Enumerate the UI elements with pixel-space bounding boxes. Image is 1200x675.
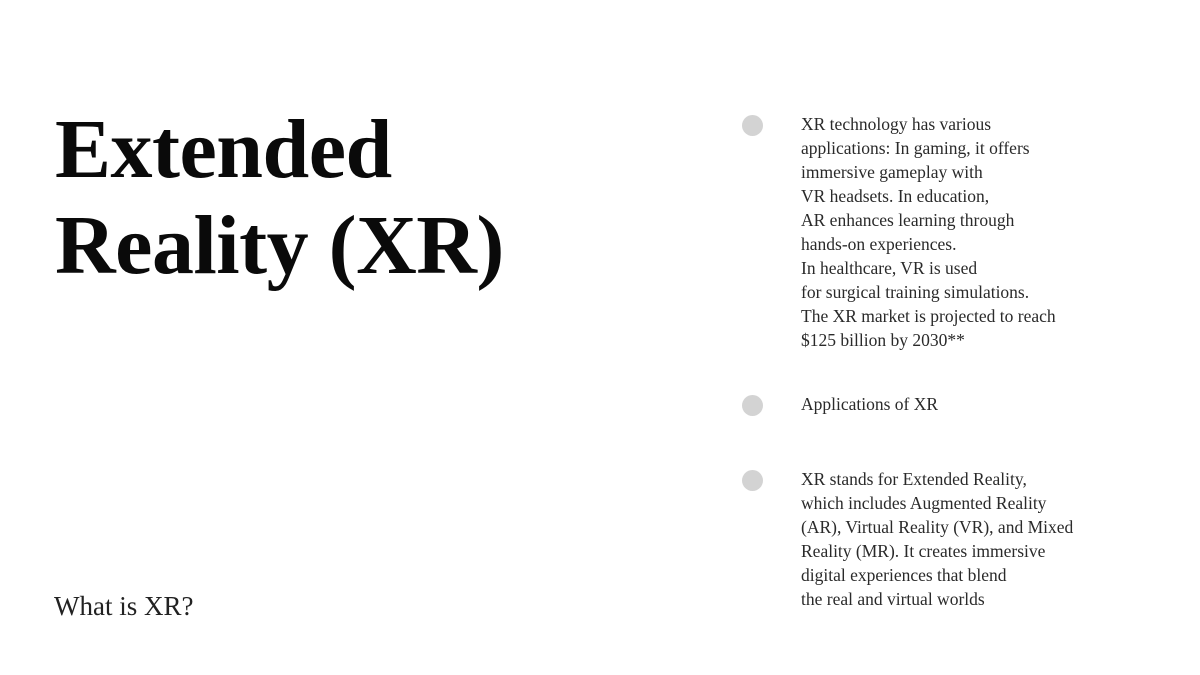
slide-title-line: Extended: [55, 103, 392, 196]
bullet-text-line: The XR market is projected to reach: [801, 306, 1056, 326]
bullet-text-line: Reality (MR). It creates immersive: [801, 541, 1046, 561]
bullet-text: [801, 392, 1161, 416]
slide-title: [55, 102, 655, 294]
bullet-text-line: AR enhances learning through: [801, 210, 1015, 230]
bullet-dot-icon: [742, 470, 763, 491]
bullet-text-line: XR technology has various: [801, 114, 992, 134]
bullet-text-line: $125 billion by 2030**: [801, 330, 965, 350]
bullet-text-line: (AR), Virtual Reality (VR), and Mixed: [801, 517, 1074, 537]
bullet-text-line: which includes Augmented Reality: [801, 493, 1047, 513]
bullet-dot-icon: [742, 115, 763, 136]
bullet-text-line: for surgical training simulations.: [801, 282, 1030, 302]
bullet-dot-icon: [742, 395, 763, 416]
bullet-text-line: In healthcare, VR is used: [801, 258, 978, 278]
bullet-text-line: applications: In gaming, it offers: [801, 138, 1030, 158]
bullet-text: [801, 467, 1161, 611]
slide-title-line: Reality (XR): [55, 199, 504, 292]
bullet-text: [801, 112, 1161, 352]
bullet-text-line: the real and virtual worlds: [801, 589, 985, 609]
bullet-text-line: digital experiences that blend: [801, 565, 1007, 585]
slide-subtitle: What is XR?: [54, 591, 194, 621]
bullet-text-line: hands-on experiences.: [801, 234, 957, 254]
bullet-text-line: VR headsets. In education,: [801, 186, 990, 206]
bullet-text-line: XR stands for Extended Reality,: [801, 469, 1027, 489]
bullet-text-line: immersive gameplay with: [801, 162, 983, 182]
bullet-text-line: Applications of XR: [801, 394, 939, 414]
